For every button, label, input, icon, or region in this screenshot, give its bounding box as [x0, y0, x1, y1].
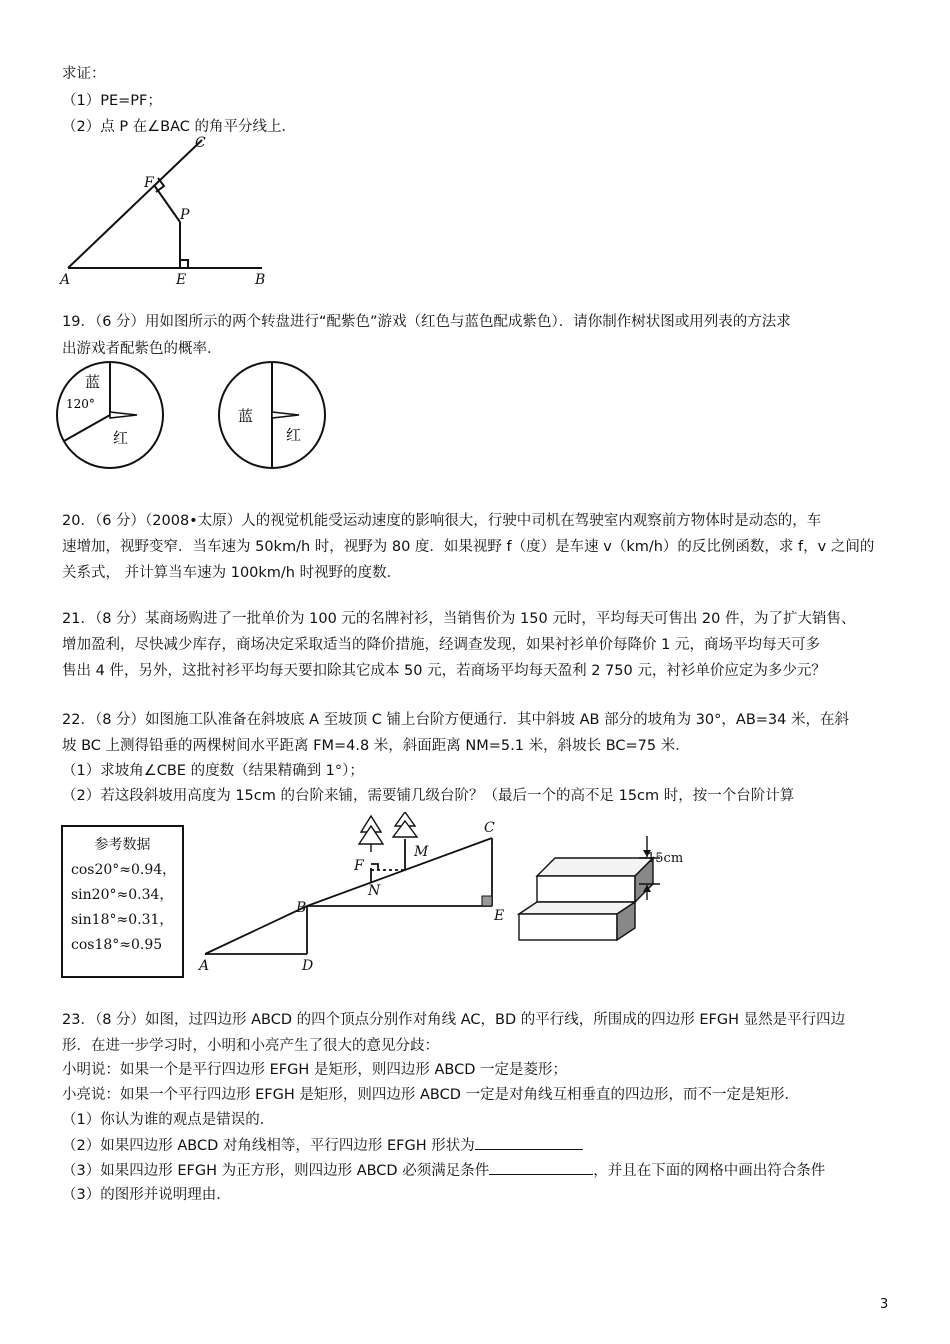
- q18-figure: [50, 130, 280, 290]
- q23-line-3: 小明说：如果一个是平行四边形 EFGH 是矩形，则四边形 ABCD 一定是菱形；: [62, 1062, 567, 1078]
- q18-label-a: A: [60, 272, 71, 288]
- q23-item-3: [62, 1160, 825, 1181]
- q18-item-1: （1）PE=PF；: [62, 93, 162, 109]
- q23-item-3-tail: ，并且在下面的网格中画出符合条件: [593, 1163, 826, 1179]
- reference-data-title: 参考数据: [94, 837, 151, 853]
- q22-label-f: F: [354, 858, 364, 874]
- q18-label-e: E: [176, 272, 187, 288]
- q23-item-2-text: （2）如果四边形 ABCD 对角线相等，平行四边形 EFGH 形状为: [62, 1138, 475, 1154]
- q18-label-f: F: [144, 175, 154, 191]
- q23-item-3-cont: （3）的图形并说明理由．: [62, 1187, 231, 1203]
- spinner-2-red: 红: [286, 426, 302, 444]
- spinner-1-pointer-icon: [110, 412, 137, 418]
- q22-label-d: D: [302, 958, 314, 974]
- tree-icon: [359, 816, 383, 852]
- answer-blank[interactable]: [475, 1135, 583, 1150]
- spinner-2: [219, 362, 325, 468]
- q20-line-2: 速增加，视野变窄．当车速为 50km/h 时，视野为 80 度．如果视野 f（度）是车速 v（km/h）的反比例函数，求 f，v 之间的: [62, 539, 875, 555]
- q22-label-m: M: [414, 844, 429, 860]
- q22-label-c: C: [484, 820, 495, 836]
- q23-line-1: 23．（8 分）如图，过四边形 ABCD 的四个顶点分别作对角线 AC，BD 的平行线，所围成的四边形 EFGH 显然是平行四边: [62, 1012, 846, 1028]
- step-height-label: 15cm: [647, 851, 684, 866]
- reference-row: sin20°≈0.34，: [71, 887, 174, 903]
- q22-label-b: B: [296, 900, 307, 916]
- q18-item-2: （2）点 P 在∠BAC 的角平分线上．: [62, 119, 297, 135]
- q20-line-1: 20．（6 分）（2008•太原）人的视觉机能受运动速度的影响很大，行驶中司机在驾驶室内观察前方物体时是动态的，车: [62, 513, 822, 529]
- q23-item-3-text: （3）如果四边形 EFGH 为正方形，则四边形 ABCD 必须满足条件: [62, 1163, 490, 1179]
- q22-label-a: A: [199, 958, 210, 974]
- q22-label-n: N: [368, 883, 381, 899]
- q19-line-2: 出游戏者配紫色的概率．: [62, 341, 222, 357]
- q21-line-1: 21．（8 分）某商场购进了一批单价为 100 元的名牌衬衫，当销售价为 150 元时，平均每天可售出 20 件，为了扩大销售、: [62, 611, 856, 627]
- q22-item-2: （2）若这段斜坡用高度为 15cm 的台阶来铺，需要铺几级台阶？（最后一个的高不足 15cm 时，按一个台阶计算: [62, 788, 795, 804]
- q20-line-3: 关系式， 并计算当车速为 100km/h 时视野的度数．: [62, 565, 402, 581]
- spinner-1-red: 红: [113, 429, 129, 447]
- q22-steps-figure: [515, 828, 695, 948]
- q18-label-p: P: [180, 207, 190, 223]
- spinner-2-blue: 蓝: [238, 407, 254, 425]
- q22-line-2: 坡 BC 上测得铅垂的两棵树间水平距离 FM=4.8 米，斜面距离 NM=5.1 米，斜坡长 BC=75 米．: [62, 738, 690, 754]
- q23-line-4: 小亮说：如果一个平行四边形 EFGH 是矩形，则四边形 ABCD 一定是对角线互相垂直的四边形，而不一定是矩形．: [62, 1087, 799, 1103]
- page-number: 3: [880, 1297, 889, 1312]
- q21-line-2: 增加盈利，尽快减少库存，商场决定采取适当的降价措施，经调查发现，如果衬衫单价每降价 1 元，商场平均每天可多: [62, 637, 820, 653]
- spinner-2-pointer-icon: [272, 412, 299, 418]
- reference-row: cos20°≈0.94，: [71, 862, 177, 878]
- q22-item-1: （1）求坡角∠CBE 的度数（结果精确到 1°）；: [62, 763, 364, 779]
- reference-data-box: [61, 825, 184, 978]
- q22-label-e: E: [494, 908, 505, 924]
- tree-icon: [393, 812, 417, 837]
- spinner-1: [57, 362, 163, 468]
- answer-blank[interactable]: [489, 1160, 593, 1175]
- q18-label-b: B: [255, 272, 266, 288]
- q18-label-c: C: [195, 135, 206, 151]
- proof-label: 求证：: [62, 66, 106, 82]
- q23-item-2: [62, 1135, 583, 1156]
- q23-line-2: 形．在进一步学习时，小明和小亮产生了很大的意见分歧：: [62, 1038, 439, 1054]
- spinner-1-angle: 120°: [66, 397, 95, 411]
- q19-line-1: 19．（6 分）用如图所示的两个转盘进行“配紫色”游戏（红色与蓝色配成紫色）．请你制作树状图或用列表的方法求: [62, 314, 791, 330]
- reference-row: cos18°≈0.95: [71, 937, 163, 953]
- q22-slope-figure: [195, 812, 515, 982]
- q22-line-1: 22．（8 分）如图施工队准备在斜坡底 A 至坡顶 C 铺上台阶方便通行．其中斜坡 AB 部分的坡角为 30°，AB=34 米，在斜: [62, 712, 849, 728]
- reference-row: sin18°≈0.31，: [71, 912, 174, 928]
- spinner-1-blue: 蓝: [85, 373, 101, 391]
- q23-item-1: （1）你认为谁的观点是错误的．: [62, 1112, 275, 1128]
- q21-line-3: 售出 4 件，另外，这批衬衫平均每天要扣除其它成本 50 元，若商场平均每天盈利 2 750 元，衬衫单价应定为多少元？: [62, 663, 826, 679]
- q19-spinners: [55, 358, 335, 473]
